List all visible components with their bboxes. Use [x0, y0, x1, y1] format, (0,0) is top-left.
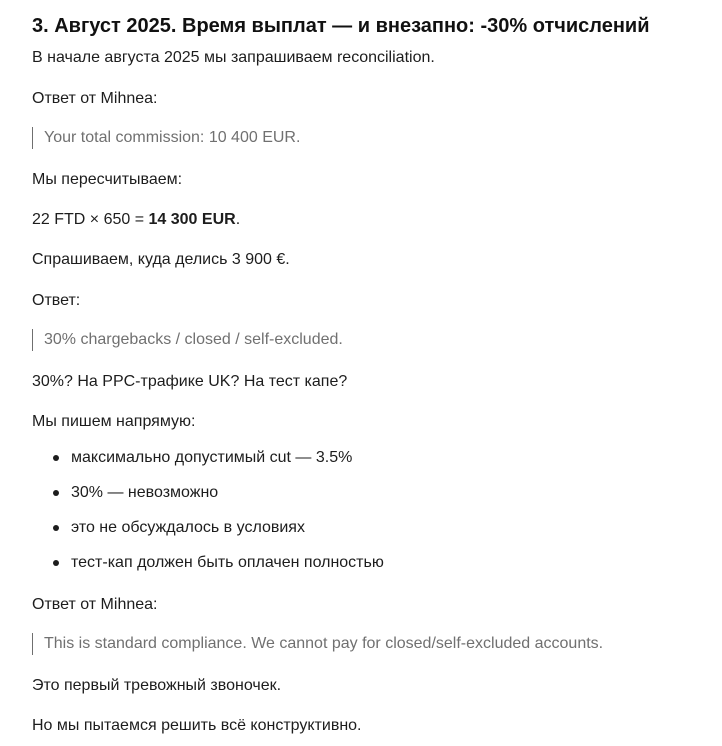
paragraph-reply-from-mihnea-2: Ответ от Mihnea:	[32, 596, 158, 613]
quote-total-commission: Your total commission: 10 400 EUR.	[32, 127, 300, 149]
calculation-prefix: 22 FTD × 650 =	[32, 211, 149, 228]
terms-list	[32, 447, 384, 587]
paragraph-calculation	[32, 209, 240, 231]
list-item-text: максимально допустимый cut — 3.5%	[71, 449, 353, 466]
bullet-icon	[53, 560, 59, 566]
list-item	[32, 447, 384, 482]
list-item	[32, 552, 384, 587]
calculation-suffix: .	[235, 211, 241, 228]
quote-standard-compliance: This is standard compliance. We cannot pay for closed/self-excluded accounts.	[32, 633, 603, 655]
list-item	[32, 482, 384, 517]
paragraph-missing-amount: Спрашиваем, куда делись 3 900 €.	[32, 251, 290, 268]
paragraph-warning-sign: Это первый тревожный звоночек.	[32, 677, 282, 694]
list-item	[32, 517, 384, 552]
quote-chargebacks: 30% chargebacks / closed / self-excluded.	[32, 329, 343, 351]
bullet-icon	[53, 525, 59, 531]
paragraph-reply-from-mihnea: Ответ от Mihnea:	[32, 90, 158, 107]
list-item-text: 30% — невозможно	[71, 484, 219, 501]
paragraph-reconciliation-request: В начале августа 2025 мы запрашиваем reconciliation.	[32, 49, 435, 66]
bullet-icon	[53, 455, 59, 461]
paragraph-question: 30%? На PPC-трафике UK? На тест капе?	[32, 373, 348, 390]
list-item-text: тест-кап должен быть оплачен полностью	[71, 554, 384, 571]
calculation-total: 14 300 EUR	[148, 211, 236, 228]
paragraph-answer: Ответ:	[32, 292, 81, 309]
paragraph-recalculate: Мы пересчитываем:	[32, 171, 183, 188]
bullet-icon	[53, 490, 59, 496]
paragraph-direct-message: Мы пишем напрямую:	[32, 413, 196, 430]
section-heading: 3. Август 2025. Время выплат — и внезапно: -30% отчислений	[32, 15, 650, 37]
list-item-text: это не обсуждалось в условиях	[71, 519, 305, 536]
paragraph-constructive: Но мы пытаемся решить всё конструктивно.	[32, 717, 362, 734]
